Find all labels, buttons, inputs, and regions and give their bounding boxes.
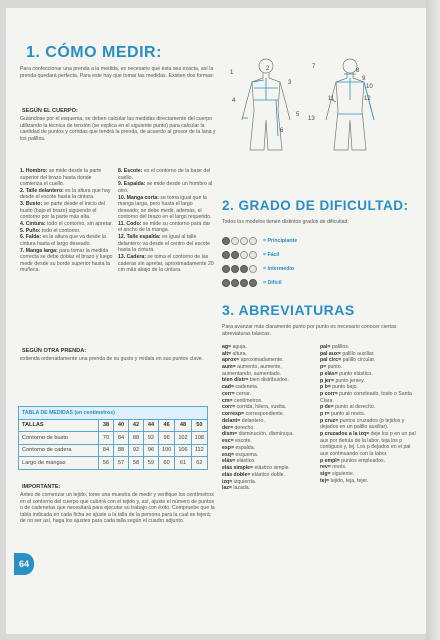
table-caption-row — [19, 407, 208, 420]
yarn-ball-icon — [249, 251, 257, 259]
front-figure — [242, 59, 290, 150]
measure-item — [118, 195, 214, 221]
figure-label: 2 — [266, 66, 270, 72]
measure-item — [118, 168, 214, 181]
measure-item — [118, 234, 214, 254]
abbreviation-item — [320, 411, 416, 418]
figure-label: 11 — [328, 96, 335, 102]
abbreviation-desc: esquema. — [233, 451, 259, 458]
table-cell: 106 — [175, 444, 191, 457]
measure-desc: es el contorno de la base del cuello. — [118, 168, 211, 181]
abbreviation-term: p cruzados a la izq= — [320, 431, 370, 438]
abbreviation-item — [222, 445, 312, 452]
abbreviation-desc: cadeneta. — [233, 384, 259, 391]
measure-term: 6. Falda: — [20, 234, 42, 241]
abbreviation-desc: palillo circular. — [341, 357, 376, 364]
table-cell: 70 — [98, 432, 113, 445]
table-cell: 92 — [128, 444, 143, 457]
measures-left-list — [20, 168, 113, 274]
abbreviation-desc: palillo auxiliar. — [340, 350, 375, 357]
table-cell: 88 — [128, 432, 143, 445]
abbreviation-item — [320, 464, 416, 471]
important-text: Antes de comenzar un tejido, tome una muestra de medir y verifique los centímetros en el contorno del cuerpo que cubrirá con el tejido y, así, ajuste el número de puntos o de cadenetas que necesitará para ejecutar su trabajo con éxito. Compruebe que la tabla indicada en cada ficha se ajuste a la talla de la persona para la cual se tejerá; de no ser así, haga los ajustes para cada talla según el cuadro adjunto. — [20, 492, 215, 525]
measure-desc: es la altura que va desde la cintura hasta el largo deseado. — [20, 234, 106, 247]
abbreviation-term: laz= — [222, 485, 232, 492]
figure-label: 12 — [364, 96, 371, 102]
yarn-ball-icon — [222, 265, 230, 273]
abbreviation-item — [320, 431, 416, 457]
abbreviation-item — [222, 472, 312, 479]
abbreviation-term: elás simple= — [222, 465, 254, 472]
abbreviation-desc: aumento, aumente, aumentando, aumentado. — [222, 364, 282, 377]
abbreviation-desc: disminución, disminuya. — [237, 431, 294, 438]
yarn-ball-icon — [222, 279, 230, 287]
measure-term: 2. Talle delantero: — [20, 187, 64, 194]
table-caption: TABLA DE MEDIDAS (en centímetros) — [19, 407, 208, 420]
abbreviation-term: p= — [320, 364, 327, 371]
measure-term: 13. Cadera: — [118, 254, 146, 261]
abbreviation-desc: aproximadamente. — [239, 357, 284, 364]
abbreviations-col1 — [222, 344, 312, 492]
table-header-row — [19, 419, 208, 432]
abbreviation-term: p jer= — [320, 377, 334, 384]
measure-term: 1. Hombro: — [20, 168, 48, 174]
abbreviation-desc: corrida, hilera, vuelta. — [235, 404, 287, 411]
abbreviation-item — [222, 364, 312, 377]
abbreviation-desc: puntos empleados. — [339, 457, 386, 464]
measure-item — [20, 188, 113, 201]
figure-label: 10 — [366, 84, 373, 90]
abbreviation-item — [222, 438, 312, 445]
abbreviation-term: pal circ= — [320, 357, 342, 364]
table-cell: 60 — [158, 457, 174, 470]
back-figure — [326, 59, 374, 150]
abbreviation-desc: elástico. — [235, 458, 256, 465]
table-header-cell: TALLAS — [19, 419, 99, 432]
abbreviation-term: aum= — [222, 364, 236, 371]
measure-desc: se toma igual que la manga larga, pero hasta el largo deseado; se debe medir, además, el contorno del brazo en el largo requerido. — [118, 194, 212, 221]
measure-item — [118, 181, 214, 194]
abbreviation-desc: puntos cruzados (p tejidos y dejados en un palillo auxiliar). — [320, 417, 405, 431]
abbreviation-desc: punto al revés. — [329, 411, 366, 418]
abbreviation-item — [320, 351, 416, 358]
abbreviation-item — [320, 378, 416, 385]
abbreviation-item — [320, 344, 416, 351]
abbreviation-desc: punto elástico. — [337, 370, 373, 377]
abbreviation-term: alt= — [222, 350, 232, 357]
table-cell: 59 — [143, 457, 158, 470]
abbreviation-term: pal aux= — [320, 350, 341, 357]
measure-desc: todo el contorno, sin apretar. — [45, 220, 113, 227]
abbreviation-desc: punto al derecho. — [333, 404, 376, 411]
abbreviation-item — [320, 471, 416, 478]
measure-item — [20, 221, 113, 228]
yarn-ball-icon — [249, 237, 257, 245]
abbreviation-term: bien distr= — [222, 377, 249, 384]
measure-term: 9. Espalda: — [118, 181, 146, 188]
table-cell: Contorno de busto — [19, 432, 99, 445]
section2-intro: Todos los modelos tienen distintos grados de dificultad: — [222, 219, 349, 225]
table-header-cell: 46 — [158, 419, 174, 432]
figure-label: 13 — [308, 116, 315, 122]
table-cell: 62 — [191, 457, 207, 470]
abbreviation-item — [222, 425, 312, 432]
abbreviation-item — [222, 458, 312, 465]
figure-label: 8 — [356, 68, 360, 74]
table-header-cell: 44 — [143, 419, 158, 432]
difficulty-row — [222, 264, 294, 274]
section1-subtitle-body: SEGÚN EL CUERPO: — [22, 108, 78, 114]
measure-desc: es igual al talle delantero; va desde el centro del escote hasta la cintura. — [118, 234, 210, 254]
abbreviation-term: p r= — [320, 411, 330, 418]
abbreviation-term: der= — [222, 424, 234, 431]
table-cell: Contorno de cadera — [19, 444, 99, 457]
abbreviation-term: corr= — [222, 404, 236, 411]
abbreviation-term: p b= — [320, 384, 331, 391]
abbreviation-desc: palillos. — [330, 344, 350, 350]
abbreviation-term: cerr= — [222, 390, 235, 397]
section1-subtitle-garment: SEGÚN OTRA PRENDA: — [22, 348, 87, 354]
abbreviation-term: esc= — [222, 438, 234, 445]
measure-term: 11. Codo: — [118, 220, 142, 227]
abbreviation-desc: elástico simple. — [253, 465, 290, 472]
difficulty-label: = Difícil — [263, 280, 282, 286]
abbreviation-item — [222, 344, 312, 351]
table-cell: 56 — [98, 457, 113, 470]
figure-label: 6 — [280, 128, 284, 134]
abbreviation-term: tej= — [320, 477, 330, 484]
measure-term: 7. Manga larga: — [20, 247, 58, 254]
measures-table — [18, 406, 208, 470]
abbreviation-term: esp= — [222, 444, 234, 451]
page-edge — [426, 0, 440, 640]
body-measure-figures — [228, 52, 408, 162]
measure-item — [20, 248, 113, 274]
yarn-ball-icon — [249, 265, 257, 273]
section1-intro: Para confeccionar una prenda a la medida, es necesario que ésta sea exacta, así la prenda quedará perfecta. Para este hay que tomar las medidas. Existen dos formas: — [20, 66, 215, 79]
abbreviation-item — [320, 364, 416, 371]
measure-desc: se mide desde un hombro al otro. — [118, 181, 213, 194]
measure-desc: se parte desde el inicio del busto (bajo el brazo) siguiendo el contorno por la parte más alta. — [20, 201, 106, 221]
measure-item — [20, 234, 113, 247]
table-cell: 112 — [191, 444, 207, 457]
page-number: 64 — [14, 553, 34, 575]
abbreviation-desc: cerrar. — [234, 390, 251, 397]
abbreviation-item — [320, 357, 416, 364]
section1-garment-text: extienda ordenadamente una prenda de su gusto y mídala en sus puntos clave. — [20, 356, 204, 362]
measure-item — [20, 168, 113, 188]
abbreviation-term: ag= — [222, 344, 232, 350]
table-cell: 58 — [128, 457, 143, 470]
table-row — [19, 444, 208, 457]
yarn-ball-icon — [231, 265, 239, 273]
abbreviation-term: esq= — [222, 451, 234, 458]
difficulty-label: = Principiante — [263, 238, 298, 244]
table-cell: 84 — [98, 444, 113, 457]
figure-label: 9 — [362, 76, 366, 82]
abbreviation-item — [222, 431, 312, 438]
abbreviation-term: izq= — [222, 478, 233, 485]
yarn-ball-icon — [249, 279, 257, 287]
measure-term: 4. Cintura: — [20, 220, 46, 227]
abbreviation-term: delant= — [222, 417, 241, 424]
abbreviation-item — [320, 418, 416, 431]
abbreviation-term: cm= — [222, 397, 233, 404]
abbreviation-term: corresp= — [222, 411, 245, 418]
measure-term: 5. Puño: — [20, 227, 41, 234]
abbreviation-item — [222, 465, 312, 472]
abbreviation-desc: punto correteado, tosto o Santa Clara. — [320, 391, 412, 404]
yarn-ball-icon — [222, 237, 230, 245]
important-title: IMPORTANTE: — [22, 484, 61, 490]
abbreviation-item — [320, 371, 416, 378]
abbreviation-desc: punto. — [326, 364, 343, 371]
abbreviation-desc: altura. — [231, 350, 247, 357]
abbreviation-desc: correspondiente. — [244, 411, 285, 418]
table-cell: 102 — [175, 432, 191, 445]
table-cell: 84 — [113, 432, 128, 445]
abbreviation-term: elás doble= — [222, 471, 251, 478]
abbreviation-desc: elástico doble. — [250, 471, 286, 478]
abbreviation-desc: revés. — [330, 464, 347, 471]
figure-label: 1 — [230, 70, 234, 76]
abbreviation-desc: derecho. — [233, 424, 255, 431]
abbreviation-term: aprox= — [222, 357, 240, 364]
abbreviation-item — [320, 384, 416, 391]
figure-label: 3 — [288, 80, 292, 86]
yarn-ball-icon — [231, 237, 239, 245]
yarn-ball-icon — [240, 237, 248, 245]
yarn-ball-icon — [240, 265, 248, 273]
difficulty-label: = Fácil — [263, 252, 280, 258]
table-header-cell: 42 — [128, 419, 143, 432]
difficulty-row — [222, 278, 282, 288]
abbreviation-item — [222, 418, 312, 425]
table-cell: 88 — [113, 444, 128, 457]
measure-desc: se toma el contorno de las caderas sin apretar, aproximadamente 20 cm más abajo de la cintura. — [118, 254, 214, 274]
abbreviation-desc: aguja. — [231, 344, 247, 350]
section2-title: 2. GRADO DE DIFICULTAD: — [222, 198, 409, 213]
abbreviation-term: cad= — [222, 384, 234, 391]
measure-term: 3. Busto: — [20, 201, 43, 208]
abbreviation-desc: escote. — [233, 438, 252, 445]
abbreviation-item — [222, 485, 312, 492]
abbreviation-term: p empl= — [320, 457, 340, 464]
table-cell: Largo de mangas — [19, 457, 99, 470]
table-cell: 61 — [175, 457, 191, 470]
abbreviation-term: p corr= — [320, 391, 338, 398]
abbreviation-desc: tejido, teja, tejer. — [329, 477, 369, 484]
abbreviation-term: p elás= — [320, 370, 338, 377]
measure-item — [118, 254, 214, 274]
abbreviation-desc: lazada. — [231, 485, 251, 492]
measure-lines — [242, 74, 374, 136]
section1-title: 1. CÓMO MEDIR: — [26, 44, 162, 61]
measure-desc: todo el contorno. — [40, 227, 81, 234]
abbreviation-desc: punto bajo. — [330, 384, 358, 391]
abbreviation-item — [320, 478, 416, 485]
difficulty-row — [222, 236, 297, 246]
abbreviation-item — [222, 357, 312, 364]
table-row — [19, 457, 208, 470]
measure-desc: es la altura que hay desde el escote hasta la cintura. — [20, 187, 111, 201]
section3-title: 3. ABREVIATURAS — [222, 302, 355, 318]
abbreviation-item — [222, 351, 312, 358]
yarn-ball-icon — [240, 251, 248, 259]
section3-intro: Para avanzar más claramente punto por punto es necesario conocer ciertas abreviaturas básicas. — [222, 324, 397, 337]
table-header-cell: 48 — [175, 419, 191, 432]
abbreviation-term: pal= — [320, 344, 331, 350]
abbreviation-term: p de= — [320, 404, 334, 411]
difficulty-row — [222, 250, 279, 260]
abbreviations-col2 — [320, 344, 416, 484]
abbreviation-item — [222, 479, 312, 486]
yarn-ball-icon — [240, 279, 248, 287]
measure-desc: se mide desde la parte superior del brazo hasta donde comienza el cuello. — [20, 168, 102, 188]
measure-desc: se mide su contorno para dar el ancho de la manga. — [118, 220, 211, 234]
abbreviation-desc: deje los p en un pal aux por detrás de la labor, teja los p contiguos y, tej. Los p dejados en el pal aux continuando con la labor. — [320, 431, 416, 457]
abbreviation-desc: izquierda. — [232, 478, 257, 485]
magazine-page — [6, 8, 426, 634]
yarn-ball-icon — [231, 279, 239, 287]
abbreviation-desc: siguiente. — [330, 471, 355, 478]
abbreviation-item — [222, 377, 312, 384]
abbreviation-item — [320, 458, 416, 465]
measure-term: 8. Escote: — [118, 168, 143, 174]
abbreviation-term: sig= — [320, 471, 331, 478]
table-cell: 92 — [143, 432, 158, 445]
yarn-ball-icon — [231, 251, 239, 259]
abbreviation-item — [222, 391, 312, 398]
section1-body-text: Guiándose por el esquema, se deben calcular las medidas directamente del cuerpo utilizando la técnica de tensión (se explica en el siguiente punto) para calcular la cantidad de puntos y corridas que tendrá la prenda, de acuerdo al grosor de la lana y los palillos. — [20, 116, 216, 142]
table-row — [19, 432, 208, 445]
abbreviation-item — [320, 391, 416, 404]
abbreviation-item — [320, 404, 416, 411]
abbreviation-desc: bien distribuidos. — [248, 377, 289, 384]
table-header-cell: 38 — [98, 419, 113, 432]
measure-term: 10. Manga corta: — [118, 194, 159, 201]
abbreviation-term: elás= — [222, 458, 236, 465]
table-header-cell: 50 — [191, 419, 207, 432]
abbreviation-term: dism= — [222, 431, 238, 438]
measure-item — [118, 221, 214, 234]
measure-desc: para tomar la medida correcta se debe doblar el brazo y luego medir desde su borde superior hasta la muñeca. — [20, 247, 113, 274]
difficulty-label: = Intermedio — [263, 266, 294, 272]
measure-term: 12. Talle espalda: — [118, 234, 161, 241]
table-cell: 57 — [113, 457, 128, 470]
abbreviation-item — [222, 404, 312, 411]
table-header-cell: 40 — [113, 419, 128, 432]
abbreviation-desc: espalda. — [233, 444, 256, 451]
abbreviation-item — [222, 398, 312, 405]
abbreviation-item — [222, 452, 312, 459]
figure-label: 4 — [232, 98, 236, 104]
measure-item — [20, 228, 113, 235]
yarn-ball-icon — [222, 251, 230, 259]
abbreviation-term: rev= — [320, 464, 331, 471]
abbreviation-term: p cruz= — [320, 417, 339, 424]
table-cell: 96 — [158, 432, 174, 445]
table-cell: 96 — [143, 444, 158, 457]
abbreviation-item — [222, 411, 312, 418]
abbreviation-desc: delantero. — [240, 417, 265, 424]
measures-right-list — [118, 168, 214, 274]
figure-label: 5 — [296, 112, 300, 118]
table-cell: 100 — [158, 444, 174, 457]
table-cell: 108 — [191, 432, 207, 445]
abbreviation-desc: centímetros. — [232, 397, 263, 404]
abbreviation-desc: punto jersey. — [334, 377, 365, 384]
figure-label: 7 — [312, 64, 316, 70]
abbreviation-item — [222, 384, 312, 391]
measure-item — [20, 201, 113, 221]
